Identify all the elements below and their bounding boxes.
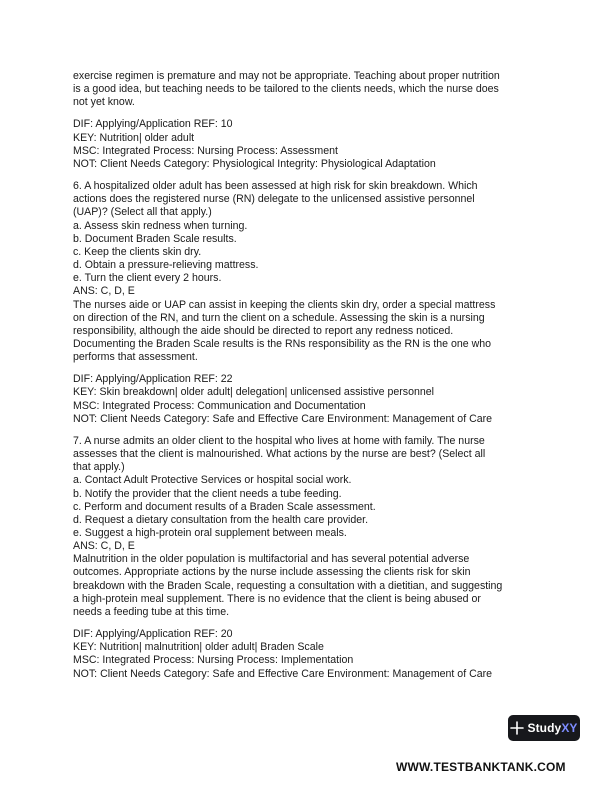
plus-sparkle-icon [510,721,524,735]
question-text: actions does the registered nurse (RN) delegate to the unlicensed assistive personnel [73,193,475,206]
question-text: assesses that the client is malnourished. What actions by the nurse are best? (Select all [73,448,486,461]
question-text: 7. A nurse admits an older client to the hospital who lives at home with family. The nurse [73,434,485,447]
badge-text-xy: XY [561,721,578,735]
option-d: d. Request a dietary consultation from the health care provider. [73,513,369,526]
intro-paragraph [73,70,541,109]
text-line: not yet know. [73,96,135,109]
dif-line: DIF: Applying/Application REF: 20 [73,628,233,641]
not-line: NOT: Client Needs Category: Safe and Effective Care Environment: Management of Care [73,412,493,425]
footer-url[interactable]: WWW.TESTBANKTANK.COM [396,760,566,774]
rationale-text: breakdown with the Braden Scale, requesting a consultation with a dietitian, and suggesting [73,579,503,592]
badge-text-study: Study [527,721,562,735]
key-line: KEY: Skin breakdown| older adult| delegation| unlicensed assistive personnel [73,386,435,399]
dif-line: DIF: Applying/Application REF: 22 [73,373,233,386]
rationale-text: outcomes. Appropriate actions by the nurse include assessing the clients risk for skin [73,566,471,579]
answer-line: ANS: C, D, E [73,285,135,298]
q5-metadata [73,118,541,171]
option-c: c. Keep the clients skin dry. [73,245,202,258]
studyxy-badge[interactable] [508,715,580,741]
document-body [73,70,541,690]
badge-label [527,721,577,735]
option-a: a. Contact Adult Protective Services or hospital social work. [73,474,352,487]
option-e: e. Turn the client every 2 hours. [73,272,222,285]
question-7 [73,435,541,619]
option-a: a. Assess skin redness when turning. [73,219,248,232]
rationale-text: performs that assessment. [73,351,198,364]
key-line: KEY: Nutrition| malnutrition| older adult| Braden Scale [73,641,324,654]
option-b: b. Notify the provider that the client needs a tube feeding. [73,487,342,500]
question-text: 6. A hospitalized older adult has been assessed at high risk for skin breakdown. Which [73,180,478,193]
msc-line: MSC: Integrated Process: Nursing Process: Implementation [73,654,354,667]
rationale-text: The nurses aide or UAP can assist in keeping the clients skin dry, order a special mattress [73,298,496,311]
rationale-text: needs a feeding tube at this time. [73,605,230,618]
not-line: NOT: Client Needs Category: Safe and Effective Care Environment: Management of Care [73,667,493,680]
rationale-text: a high-protein meal supplement. There is no evidence that the client is being abused or [73,592,481,605]
msc-line: MSC: Integrated Process: Communication and Documentation [73,399,366,412]
not-line: NOT: Client Needs Category: Physiological Integrity: Physiological Adaptation [73,157,436,170]
rationale-text: Malnutrition in the older population is multifactorial and has several potential adverse [73,553,470,566]
dif-line: DIF: Applying/Application REF: 10 [73,118,233,131]
question-text: (UAP)? (Select all that apply.) [73,206,212,219]
q7-metadata [73,628,541,681]
key-line: KEY: Nutrition| older adult [73,131,195,144]
option-c: c. Perform and document results of a Braden Scale assessment. [73,500,376,513]
question-text: that apply.) [73,461,125,474]
option-e: e. Suggest a high-protein oral supplement between meals. [73,527,347,539]
rationale-text: Documenting the Braden Scale results is the RNs responsibility as the RN is the one who [73,337,492,350]
option-b: b. Document Braden Scale results. [73,232,237,245]
rationale-text: responsibility, although the aide should be directed to report any redness noticed. [73,324,454,337]
answer-line: ANS: C, D, E [73,540,135,553]
option-d: d. Obtain a pressure-relieving mattress. [73,259,259,272]
text-line: is a good idea, but teaching needs to be tailored to the clients needs, which the nurse does [73,83,499,96]
q6-metadata [73,373,541,426]
question-6 [73,180,541,364]
rationale-text: on direction of the RN, and turn the client on a schedule. Assessing the skin is a nursing [73,311,485,324]
text-line: exercise regimen is premature and may not be appropriate. Teaching about proper nutrition [73,70,500,82]
msc-line: MSC: Integrated Process: Nursing Process: Assessment [73,144,338,157]
